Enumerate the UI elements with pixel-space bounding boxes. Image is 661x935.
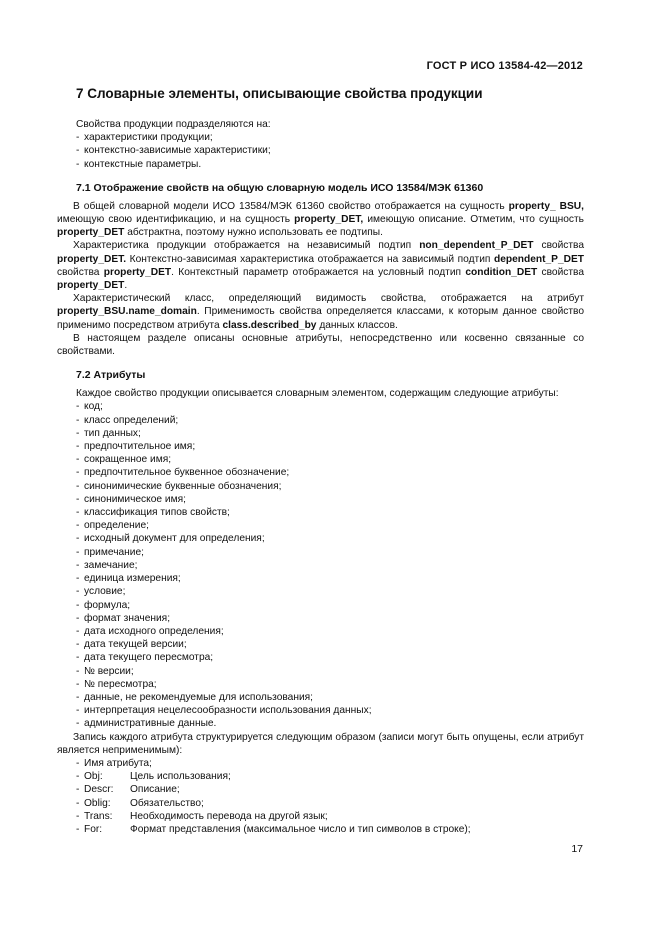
attribute-list-item: - примечание; (76, 546, 144, 558)
paragraph: Характеристика продукции отображается на независимый подтип non_dependent_P_DET свойства property_DET. Контекстно-зависимая характеристика отображается на зависимый подтип dependent_P_DET свойства property_DET. Контекстный параметр отображается на условный подтип condition_DET свойства property_DET. (57, 240, 584, 292)
property-types-list (76, 131, 584, 171)
paragraph: Характеристический класс, определяющий видимость свойства, отображается на атрибут property_BSU.name_domain. Применимость свойства определяется классами, к которым данное свойство применимо посредством атрибута class.described_by данных классов. (57, 293, 584, 331)
attribute-list-item: - № версии; (76, 665, 134, 677)
record-field: - Trans: Необходимость перевода на другой язык; (76, 810, 328, 822)
structure-note: Запись каждого атрибута структурируется следующим образом (записи могут быть опущены, если атрибут является неприменимым): (57, 731, 584, 756)
record-field: - For: Формат представления (максимальное число и тип символов в строке); (76, 823, 471, 835)
attribute-list-item: - дата текущей версии; (76, 639, 187, 651)
attribute-list-item: - сокращенное имя; (76, 454, 172, 466)
attribute-list-item: - интерпретация нецелесообразности использования данных; (76, 705, 372, 717)
page-number: 17 (571, 843, 583, 855)
attribute-list-item: - тип данных; (76, 427, 141, 439)
attribute-list-item: - синонимическое имя; (76, 493, 186, 505)
attribute-list-item: - классификация типов свойств; (76, 507, 230, 519)
section-7-2-title: 7.2 Атрибуты (76, 369, 146, 382)
attributes-list (76, 400, 584, 730)
attribute-list-item: - единица измерения; (76, 573, 181, 585)
attribute-list-item: - определение; (76, 520, 149, 532)
attribute-list-item: - предпочтительное имя; (76, 441, 196, 453)
attribute-list-item: - класс определений; (76, 414, 179, 426)
record-field: - Descr: Описание; (76, 784, 180, 796)
attribute-list-item: - № пересмотра; (76, 678, 157, 690)
attribute-list-item: - замечание; (76, 559, 138, 571)
paragraph: В общей словарной модели ИСО 13584/МЭК 61360 свойство отображается на сущность property_ BSU, имеющую свою идентификацию, и на сущность property_DET, имеющую описание. Отметим, что сущность property_DET абстрактна, поэтому нужно использовать ее подтипы. (57, 200, 584, 239)
record-fields (76, 757, 584, 836)
attribute-list-item: - предпочтительное буквенное обозначение; (76, 467, 290, 479)
page-content (57, 86, 584, 836)
attribute-list-item: - административные данные. (76, 718, 217, 730)
attribute-list-item: - дата текущего пересмотра; (76, 652, 214, 664)
section-7-title: 7 Словарные элементы, описывающие свойства продукции (76, 86, 483, 101)
section-7-1-title: 7.1 Отображение свойств на общую словарную модель ИСО 13584/МЭК 61360 (76, 181, 484, 194)
attribute-list-item: - синонимические буквенные обозначения; (76, 480, 282, 492)
section-7-2-intro: Каждое свойство продукции описывается словарным элементом, содержащим следующие атрибуты: (76, 388, 559, 400)
paragraph: В настоящем разделе описаны основные атрибуты, непосредственно или косвенно связанные со свойствами. (57, 332, 584, 358)
record-field: - Obj: Цель использования; (76, 771, 231, 783)
record-field: - Имя атрибута; (76, 757, 152, 769)
attribute-list-item: - условие; (76, 586, 126, 598)
section-7-intro: Свойства продукции подразделяются на: (76, 119, 271, 130)
attribute-list-item: - формула; (76, 599, 131, 611)
list-item: - контекстные параметры. (76, 158, 202, 170)
attribute-list-item: - данные, не рекомендуемые для использования; (76, 691, 313, 703)
record-field: - Oblig: Обязательство; (76, 797, 204, 809)
attribute-list-item: - код; (76, 401, 103, 413)
attribute-list-item: - исходный документ для определения; (76, 533, 265, 545)
attribute-list-item: - дата исходного определения; (76, 625, 224, 637)
attribute-list-item: - формат значения; (76, 612, 171, 624)
list-item: - характеристики продукции; (76, 132, 213, 144)
document-code-header: ГОСТ Р ИСО 13584-42—2012 (426, 60, 583, 72)
list-item: - контекстно-зависимые характеристики; (76, 145, 271, 157)
